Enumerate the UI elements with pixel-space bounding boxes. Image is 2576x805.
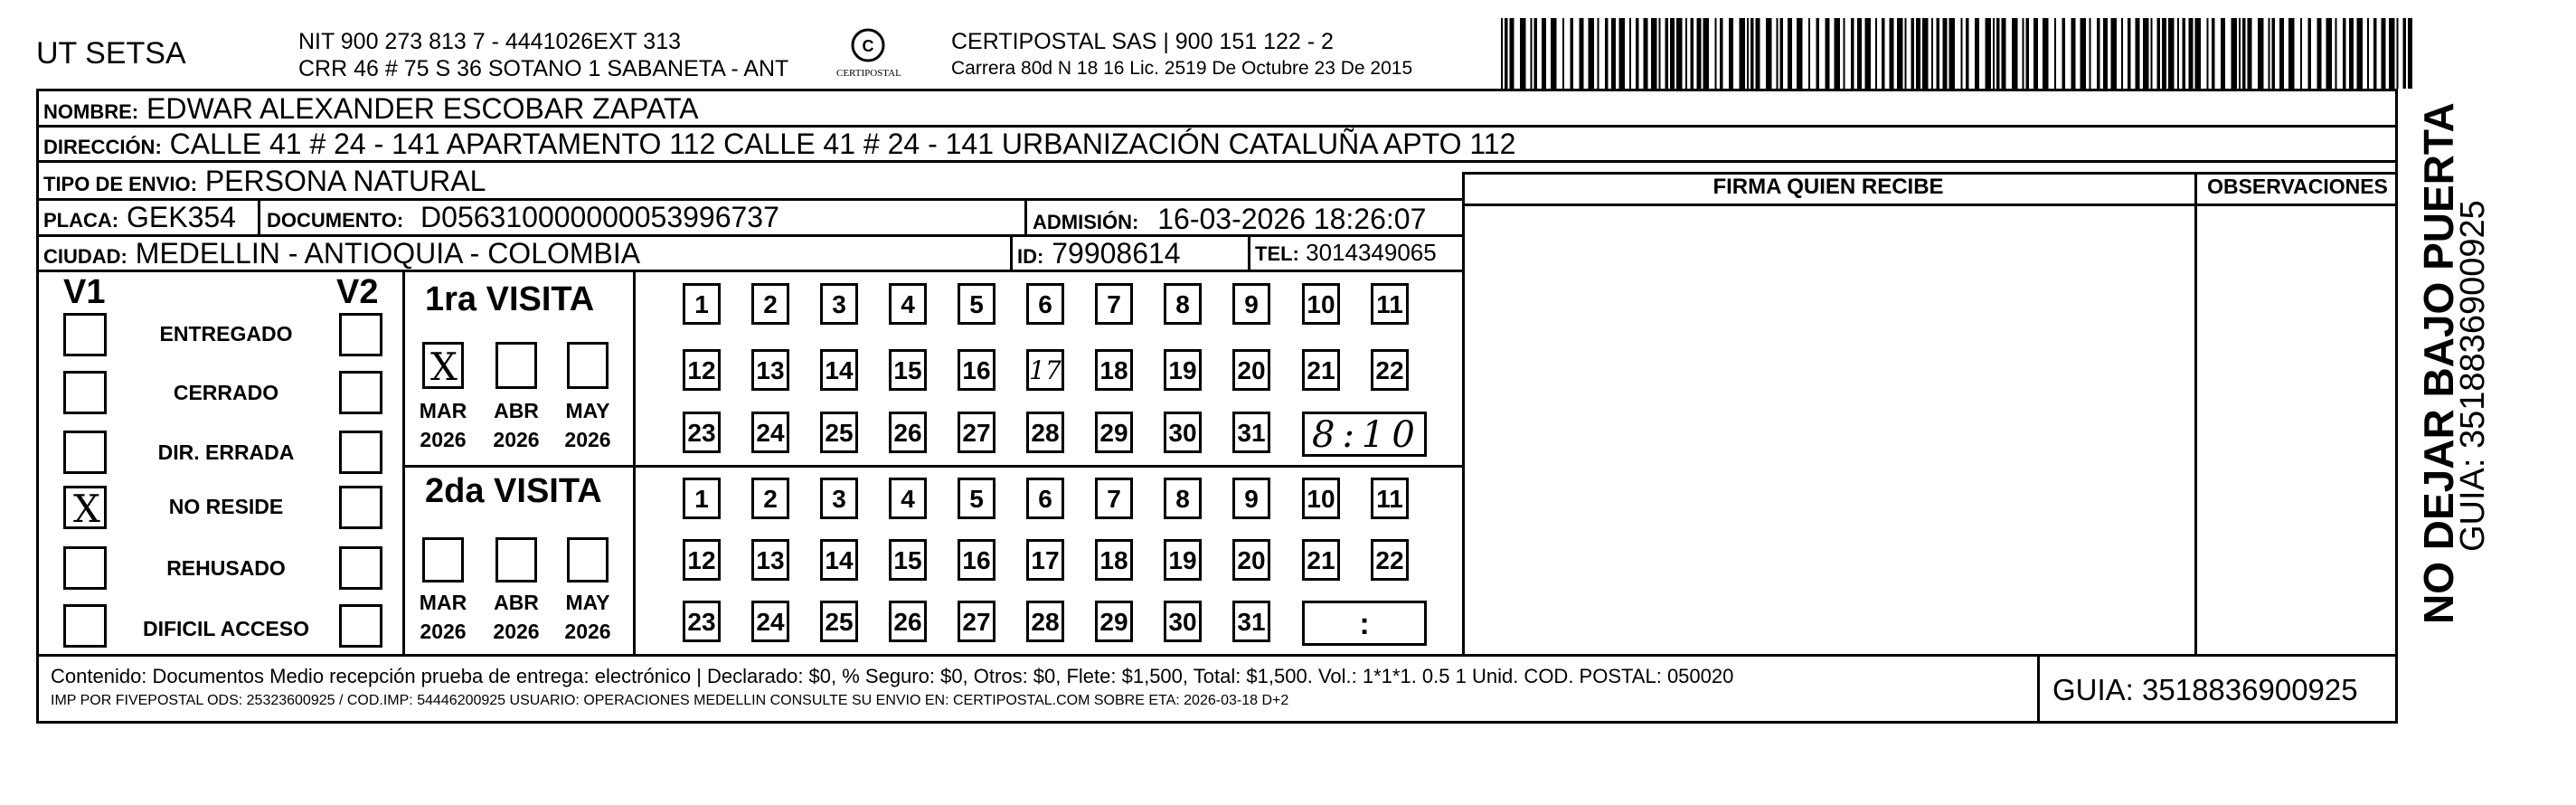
- first-visit-day-box[interactable]: 23: [683, 412, 721, 453]
- status-v2-checkbox[interactable]: [339, 371, 382, 414]
- second-visit-month-box[interactable]: [567, 537, 609, 582]
- first-visit-day-box[interactable]: 16: [958, 349, 995, 391]
- certipostal-logo: [836, 27, 900, 81]
- status-v1-checkbox-checked[interactable]: [63, 486, 107, 529]
- company-name: UT SETSA: [36, 36, 186, 71]
- second-visit-day-box[interactable]: 17: [1026, 539, 1064, 581]
- license-line: Carrera 80d N 18 16 Lic. 2519 De Octubre 23 De 2015: [951, 58, 1413, 79]
- first-visit-month-box-checked[interactable]: [422, 342, 464, 389]
- second-visit-day-box[interactable]: 5: [958, 478, 995, 519]
- footer-guia: GUIA: 3518836900925: [2052, 673, 2358, 706]
- second-visit-day-box[interactable]: 30: [1164, 601, 1202, 642]
- admission-row: [1033, 204, 1426, 233]
- status-v2-checkbox[interactable]: [339, 604, 382, 648]
- second-visit-day-box[interactable]: 15: [889, 539, 927, 581]
- second-visit-day-box[interactable]: 25: [820, 601, 858, 642]
- second-visit-day-box[interactable]: 29: [1095, 601, 1133, 642]
- first-visit-day-box[interactable]: 25: [820, 412, 858, 453]
- second-visit-day-box[interactable]: 9: [1232, 478, 1270, 519]
- month-check-mark: X: [430, 345, 458, 389]
- first-visit-day-box[interactable]: 11: [1371, 283, 1409, 325]
- first-visit-day-box[interactable]: 2: [751, 283, 789, 325]
- second-visit-day-box[interactable]: 6: [1026, 478, 1064, 519]
- first-visit-time-box[interactable]: [1302, 412, 1427, 457]
- second-visit-day-box[interactable]: 31: [1232, 601, 1270, 642]
- second-visit-day-box[interactable]: 14: [820, 539, 858, 581]
- first-visit-day-box[interactable]: 13: [751, 349, 789, 391]
- first-visit-day-box[interactable]: 17: [1026, 349, 1064, 391]
- first-visit-day-box[interactable]: 3: [820, 283, 858, 325]
- recipient-address: CALLE 41 # 24 - 141 APARTAMENTO 112 CALLE 41 # 24 - 141 URBANIZACIÓN CATALUÑA APTO 112: [169, 128, 1516, 160]
- document-row: [267, 203, 779, 232]
- id-value: 79908614: [1052, 237, 1181, 270]
- first-visit-day-box[interactable]: 28: [1026, 412, 1064, 453]
- side-warning: NO DEJAR BAJO PUERTA: [2415, 102, 2462, 624]
- second-visit-month-box[interactable]: [495, 537, 537, 582]
- plate-value: GEK354: [127, 201, 236, 233]
- first-visit-day-box[interactable]: 24: [751, 412, 789, 453]
- tel-label: TEL:: [1255, 242, 1299, 265]
- second-visit-day-box[interactable]: 11: [1371, 478, 1409, 519]
- first-visit-day-box[interactable]: 20: [1232, 349, 1270, 391]
- id-label: ID:: [1017, 245, 1044, 268]
- address-line: CRR 46 # 75 S 36 SOTANO 1 SABANETA - ANT: [298, 56, 789, 81]
- plate-label: PLACA:: [43, 209, 119, 232]
- shipment-type: PERSONA NATURAL: [204, 165, 486, 197]
- month-label: MAR: [419, 591, 467, 614]
- year-label: 2026: [564, 428, 611, 451]
- second-visit-day-box[interactable]: 16: [958, 539, 995, 581]
- plate-row: [43, 203, 236, 232]
- first-visit-day-box[interactable]: 27: [958, 412, 995, 453]
- tel-value: 3014349065: [1306, 239, 1437, 266]
- first-visit-day-box[interactable]: 8: [1164, 283, 1202, 325]
- first-visit-day-box[interactable]: 29: [1095, 412, 1133, 453]
- status-label: DIR. ERRADA: [157, 440, 295, 464]
- second-visit-day-box[interactable]: 8: [1164, 478, 1202, 519]
- observaciones-header: OBSERVACIONES: [2207, 175, 2388, 198]
- id-row: [1017, 239, 1181, 268]
- second-visit-day-box[interactable]: 24: [751, 601, 789, 642]
- svg-text:C: C: [862, 37, 874, 55]
- status-v1-checkbox[interactable]: [63, 313, 107, 356]
- first-visit-day-box[interactable]: 26: [889, 412, 927, 453]
- year-label: 2026: [493, 620, 540, 643]
- side-guia: GUIA: 3518836900925: [2454, 200, 2492, 552]
- first-visit-time: 8:10: [1312, 414, 1422, 456]
- status-v2-checkbox[interactable]: [339, 431, 382, 474]
- second-visit-day-box[interactable]: 20: [1232, 539, 1270, 581]
- first-visit-month-box[interactable]: [495, 342, 537, 389]
- name-label: NOMBRE:: [43, 100, 139, 123]
- year-label: 2026: [420, 428, 467, 451]
- firma-header: FIRMA QUIEN RECIBE: [1713, 175, 1944, 199]
- address-row: [43, 129, 1515, 158]
- month-label: MAR: [419, 399, 467, 422]
- status-label: NO RESIDE: [168, 495, 284, 518]
- type-row: [43, 166, 486, 195]
- first-visit-day-box[interactable]: 12: [683, 349, 721, 391]
- second-visit-time-box[interactable]: [1302, 601, 1427, 646]
- first-visit-day-box[interactable]: 5: [958, 283, 995, 325]
- imp-line: IMP POR FIVEPOSTAL ODS: 25323600925 / COD.IMP: 54446200925 USUARIO: OPERACIONES MEDELLIN CONSULTE SU ENVIO EN: CERTIPOSTAL.COM SOBRE ETA: 2026-03-18 D+2: [51, 693, 1289, 708]
- first-visit-day-box[interactable]: 15: [889, 349, 927, 391]
- status-v1-checkbox[interactable]: [63, 431, 107, 474]
- status-v1-checkbox[interactable]: [63, 546, 107, 590]
- first-visit-day-box[interactable]: 22: [1371, 349, 1409, 391]
- nit-line: NIT 900 273 813 7 - 4441026EXT 313: [298, 29, 682, 54]
- second-visit-day-box[interactable]: 1: [683, 478, 721, 519]
- second-visit-day-box[interactable]: 2: [751, 478, 789, 519]
- address-label: DIRECCIÓN:: [43, 136, 162, 158]
- status-v1-checkbox[interactable]: [63, 371, 107, 414]
- first-visit-day-box[interactable]: 6: [1026, 283, 1064, 325]
- second-visit-month-box[interactable]: [422, 537, 464, 582]
- recipient-name: EDWAR ALEXANDER ESCOBAR ZAPATA: [146, 92, 699, 125]
- year-label: 2026: [564, 620, 611, 643]
- first-visit-month-box[interactable]: [567, 342, 609, 389]
- second-visit-day-box[interactable]: 13: [751, 539, 789, 581]
- city-row: [43, 239, 640, 268]
- second-visit-day-box[interactable]: 4: [889, 478, 927, 519]
- second-visit-time-separator: :: [1359, 607, 1370, 641]
- status-label: ENTREGADO: [159, 322, 293, 346]
- v1-label: V1: [63, 273, 106, 311]
- second-visit-day-box[interactable]: 10: [1302, 478, 1340, 519]
- month-label: ABR: [494, 591, 539, 614]
- first-visit-day-box[interactable]: 9: [1232, 283, 1270, 325]
- second-visit-day-box[interactable]: 28: [1026, 601, 1064, 642]
- document-value: D056310000000053996737: [420, 201, 779, 233]
- second-visit-day-box[interactable]: 27: [958, 601, 995, 642]
- content-line: Contenido: Documentos Medio recepción prueba de entrega: electrónico | Declarado: $0, % Seguro: $0, Otros: $0, Flete: $1,500, Total: $1,500. Vol.: 1*1*1. 0.5 1 Unid. COD. POSTAL: 050020: [51, 665, 1734, 687]
- first-visit-day-box[interactable]: 14: [820, 349, 858, 391]
- first-visit-day-box[interactable]: 18: [1095, 349, 1133, 391]
- status-v2-checkbox[interactable]: [339, 486, 382, 529]
- city-value: MEDELLIN - ANTIOQUIA - COLOMBIA: [135, 237, 641, 270]
- year-label: 2026: [493, 428, 540, 451]
- status-v1-checkbox[interactable]: [63, 604, 107, 648]
- status-v2-checkbox[interactable]: [339, 313, 382, 356]
- admission-value: 16-03-2026 18:26:07: [1157, 203, 1427, 235]
- barcode: [1501, 18, 2423, 90]
- v2-label: V2: [336, 273, 379, 311]
- first-visit-day-box[interactable]: 7: [1095, 283, 1133, 325]
- first-visit-day-box[interactable]: 19: [1164, 349, 1202, 391]
- second-visit-day-box[interactable]: 26: [889, 601, 927, 642]
- city-label: CIUDAD:: [43, 245, 127, 268]
- first-visit-day-box[interactable]: 10: [1302, 283, 1340, 325]
- second-visit-day-box[interactable]: 23: [683, 601, 721, 642]
- year-label: 2026: [420, 620, 467, 643]
- document-label: DOCUMENTO:: [267, 209, 404, 232]
- first-visit-day-box[interactable]: 21: [1302, 349, 1340, 391]
- month-label: ABR: [494, 399, 539, 422]
- second-visit-day-box[interactable]: 12: [683, 539, 721, 581]
- status-label: CERRADO: [173, 381, 279, 404]
- first-visit-day-box[interactable]: 31: [1232, 412, 1270, 453]
- second-visit-title: 2da VISITA: [425, 472, 602, 510]
- second-visit-day-box[interactable]: 21: [1302, 539, 1340, 581]
- status-v2-checkbox[interactable]: [339, 546, 382, 590]
- tel-row: [1255, 241, 1437, 264]
- status-label: DIFICIL ACCESO: [142, 617, 309, 640]
- operator-line: CERTIPOSTAL SAS | 900 151 122 - 2: [951, 29, 1334, 54]
- second-visit-day-box[interactable]: 18: [1095, 539, 1133, 581]
- month-label: MAY: [565, 399, 610, 422]
- first-visit-title: 1ra VISITA: [425, 280, 595, 318]
- admission-label: ADMISIÓN:: [1033, 211, 1139, 233]
- logo-caption: CERTIPOSTAL: [836, 68, 901, 79]
- second-visit-day-box[interactable]: 22: [1371, 539, 1409, 581]
- second-visit-day-box[interactable]: 7: [1095, 478, 1133, 519]
- first-visit-day-box[interactable]: 1: [683, 283, 721, 325]
- status-check-mark: X: [73, 487, 100, 531]
- second-visit-day-box[interactable]: 19: [1164, 539, 1202, 581]
- first-visit-day-box[interactable]: 30: [1164, 412, 1202, 453]
- second-visit-day-box[interactable]: 3: [820, 478, 858, 519]
- type-label: TIPO DE ENVIO:: [43, 173, 197, 195]
- month-label: MAY: [565, 591, 610, 614]
- first-visit-day-box[interactable]: 4: [889, 283, 927, 325]
- status-label: REHUSADO: [166, 556, 286, 580]
- name-row: [43, 94, 699, 123]
